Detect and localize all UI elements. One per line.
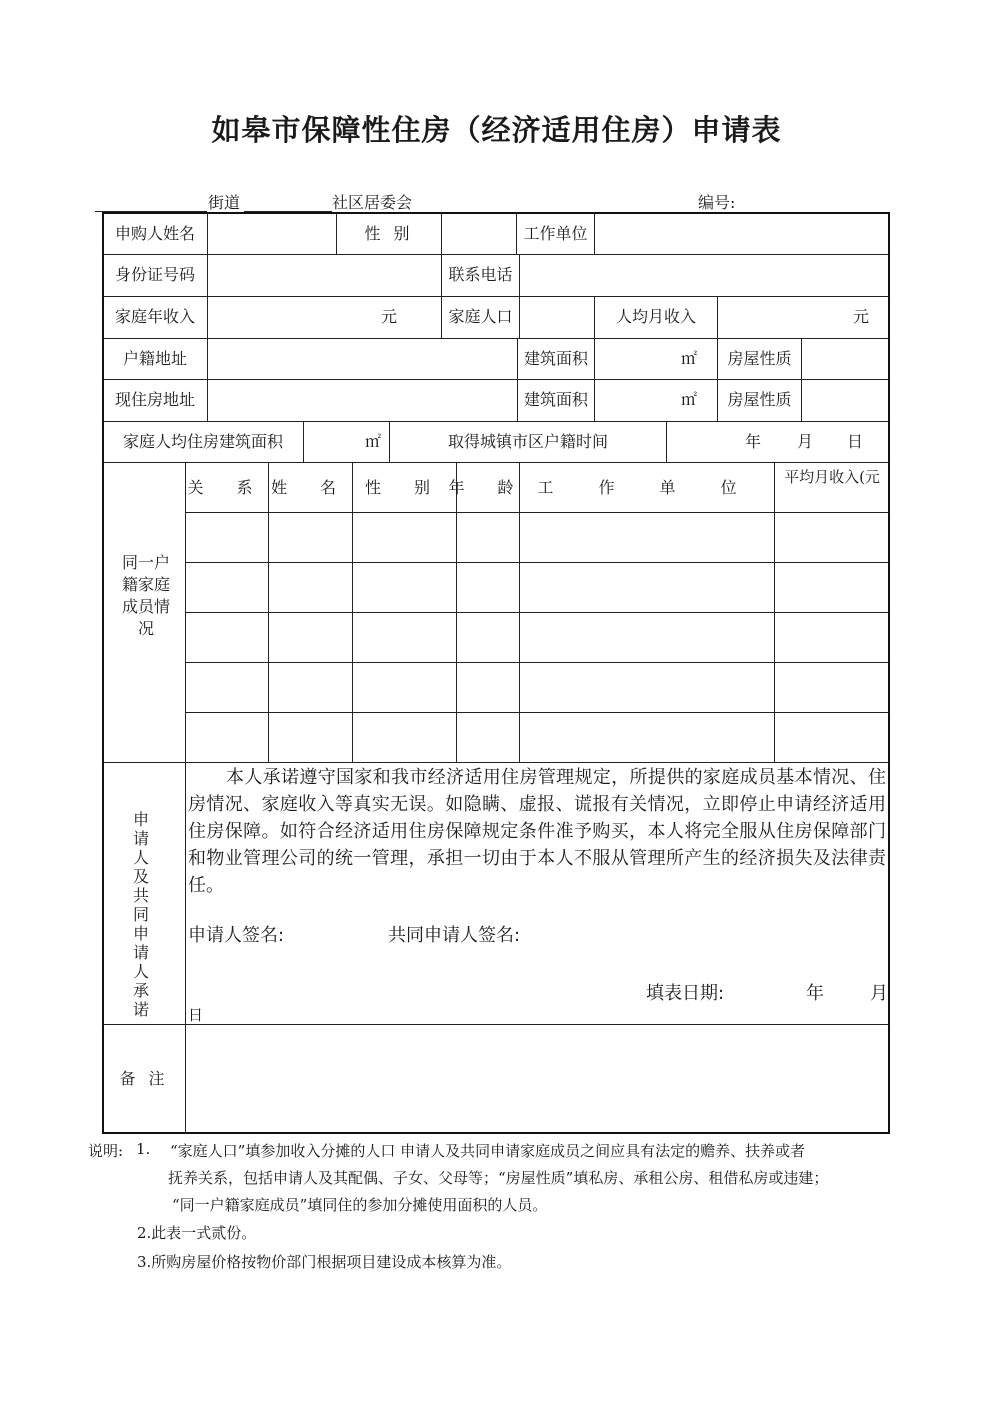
hukou-build-area-field[interactable]: ㎡ [680,348,697,368]
current-address-field[interactable] [208,379,517,421]
promise-side-label: 申请人及共同申请人承诺 [132,810,149,1019]
fill-date-year: 年 [806,983,824,1004]
number-label: 编号: [698,193,736,212]
note-1-line-3: “同一户籍家庭成员”填同住的参加分摊使用面积的人员。 [172,1196,548,1214]
promise-text: 本人承诺遵守国家和我市经济适用住房管理规定，所提供的家庭成员基本情况、住房情况、家庭收入等真实无误。如隐瞒、虚报、谎报有关情况，立即停止申请经济适用住房保障。如符合经济适用住房保障规定条件准予购买，本人将完全服从住房保障部门和物业管理公司的统一管理，承担一切由于本人不服从管理所产生的经济损失及法律责任。 [188,767,886,896]
col-monthly-income: 平均月收入(元 [784,467,880,486]
per-capita-area-label: 家庭人均住房建筑面积 [122,431,283,451]
annual-income-field[interactable]: 元 [380,307,397,326]
note-1-line-2: 抚养关系，包括申请人及其配偶、子女、父母等；“房屋性质”填私房、承租公房、租借私房或违建； [168,1169,829,1187]
id-number-field[interactable] [208,254,441,296]
member-row[interactable] [186,563,889,612]
hukou-time-label: 取得城镇市区户籍时间 [447,431,608,451]
hukou-time-month: 月 [796,431,813,451]
current-build-area-label: 建筑面积 [523,390,588,409]
col-relation: 关 系 [187,477,267,497]
hukou-build-area-label: 建筑面积 [523,348,588,368]
hukou-address-field[interactable] [208,338,517,379]
work-unit-field[interactable] [595,213,889,254]
col-age: 年 龄 [448,477,528,497]
hukou-house-type-field[interactable] [802,338,889,379]
notes-label: 说明: [88,1142,124,1160]
note-3: 3.所购房屋价格按物价部门根据项目建设成本核算为准。 [137,1253,512,1271]
phone-field[interactable] [520,254,889,296]
member-row[interactable] [186,663,889,712]
per-capita-area-field[interactable]: ㎡ [364,431,381,451]
note-2: 2.此表一式贰份。 [137,1224,257,1242]
work-unit-label: 工作单位 [523,223,588,243]
gender-field[interactable] [442,213,516,254]
member-row[interactable] [186,713,889,762]
col-work-unit: 工 作 单 位 [537,477,757,497]
fill-date-day: 日 [188,1006,204,1024]
current-house-type-label: 房屋性质 [727,390,792,409]
hukou-house-type-label: 房屋性质 [727,348,792,368]
hukou-time-year: 年 [744,431,761,451]
street-label: 街道 [208,193,241,212]
monthly-income-field[interactable]: 元 [852,307,869,326]
form-title: 如皋市保障性住房（经济适用住房）申请表 [211,113,782,147]
applicant-sign-label: 申请人签名: [188,925,285,946]
member-row[interactable] [186,613,889,662]
fill-date-label: 填表日期: [646,983,725,1004]
current-build-area-field[interactable]: ㎡ [680,390,697,409]
hukou-address-label: 户籍地址 [122,348,187,368]
household-size-label: 家庭人口 [448,307,513,326]
current-house-type-field[interactable] [802,379,889,421]
annual-income-label: 家庭年收入 [114,307,195,326]
id-number-label: 身份证号码 [114,265,195,284]
col-name: 姓 名 [270,477,351,497]
current-address-label: 现住房地址 [114,390,195,409]
gender-label: 性 别 [364,223,414,243]
hukou-time-day: 日 [846,431,863,451]
note-1-number: 1. [136,1140,151,1158]
household-size-field[interactable] [520,296,594,338]
remarks-label: 备 注 [119,1069,169,1088]
fill-date-month: 月 [870,983,888,1004]
remarks-field[interactable] [186,1025,889,1133]
applicant-name-field[interactable] [208,213,336,254]
members-side-label: 同一户籍家庭成员情况 [122,553,171,638]
applicant-name-label: 申购人姓名 [114,223,195,243]
co-applicant-sign-label: 共同申请人签名: [388,925,521,946]
community-label: 社区居委会 [332,193,413,212]
col-gender: 性 别 [364,477,445,497]
monthly-income-label: 人均月收入 [615,307,696,326]
phone-label: 联系电话 [448,265,513,284]
note-1-line-1: “家庭人口”填参加收入分摊的人口 申请人及共同申请家庭成员之间应具有法定的赡养、扶养或者 [170,1142,806,1160]
member-row[interactable] [186,513,889,562]
